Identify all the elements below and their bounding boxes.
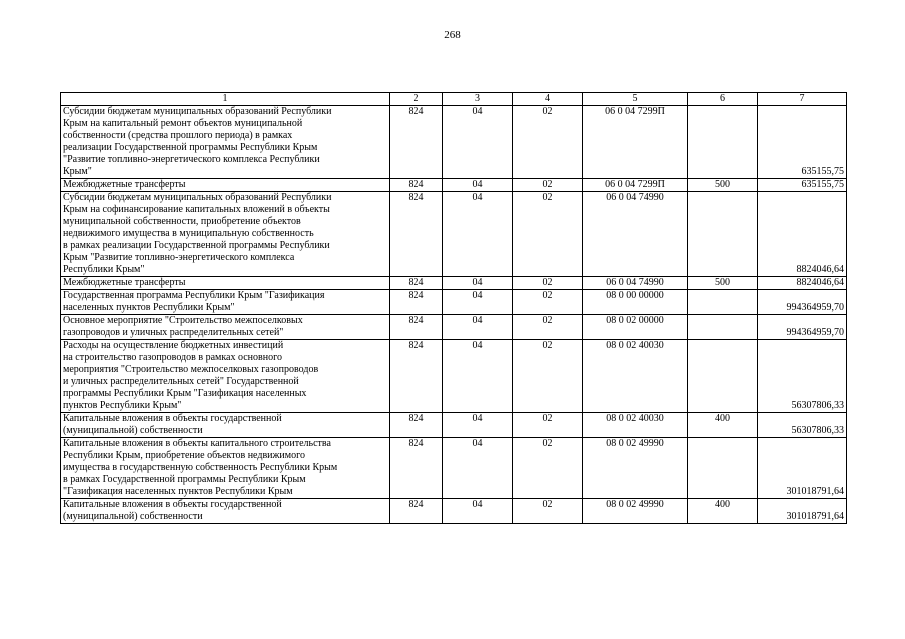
row-name-line: Капитальные вложения в объекты капитального строительства <box>63 438 331 449</box>
row-name-cell <box>61 315 390 340</box>
row-name-line: Капитальные вложения в объекты государственной <box>63 413 282 424</box>
target-article-cell: 08 0 02 49990 <box>583 438 688 499</box>
expense-type-cell: 500 <box>688 277 758 290</box>
row-name-line: Межбюджетные трансферты <box>63 179 186 190</box>
amount-cell: 56307806,33 <box>758 413 847 438</box>
ministry-code-cell: 824 <box>390 438 443 499</box>
ministry-code-cell: 824 <box>390 106 443 179</box>
table-row <box>61 315 847 340</box>
expense-type-cell: 500 <box>688 179 758 192</box>
ministry-code-cell: 824 <box>390 315 443 340</box>
target-article-cell: 06 0 04 74990 <box>583 277 688 290</box>
row-name-line: Субсидии бюджетам муниципальных образований Республики <box>63 192 332 203</box>
header-cell: 1 <box>61 93 390 106</box>
expense-type-cell: 400 <box>688 413 758 438</box>
subsection-code-cell: 02 <box>513 315 583 340</box>
row-name-line: в рамках реализации Государственной программы Республики <box>63 240 330 251</box>
table-row <box>61 438 847 499</box>
row-name-line: Основное мероприятие "Строительство межпоселковых <box>63 315 303 326</box>
row-name-line: "Газификация населенных пунктов Республики Крым <box>63 486 293 497</box>
table-row <box>61 413 847 438</box>
amount-cell: 635155,75 <box>758 106 847 179</box>
budget-table <box>60 92 847 524</box>
header-cell: 2 <box>390 93 443 106</box>
row-name-line: (муниципальной) собственности <box>63 425 203 436</box>
table-row <box>61 277 847 290</box>
amount-cell: 301018791,64 <box>758 438 847 499</box>
target-article-cell: 06 0 04 74990 <box>583 192 688 277</box>
section-code-cell: 04 <box>443 290 513 315</box>
target-article-cell: 08 0 00 00000 <box>583 290 688 315</box>
target-article-cell: 08 0 02 40030 <box>583 340 688 413</box>
row-name-line: недвижимого имущества в муниципальную собственность <box>63 228 314 239</box>
amount-cell: 301018791,64 <box>758 499 847 524</box>
row-name-line: Межбюджетные трансферты <box>63 277 186 288</box>
table-row <box>61 106 847 179</box>
row-name-line: Республики Крым" <box>63 264 145 275</box>
ministry-code-cell: 824 <box>390 290 443 315</box>
subsection-code-cell: 02 <box>513 290 583 315</box>
page-number: 268 <box>444 29 461 41</box>
target-article-cell: 08 0 02 49990 <box>583 499 688 524</box>
table-row <box>61 340 847 413</box>
section-code-cell: 04 <box>443 499 513 524</box>
amount-cell: 994364959,70 <box>758 315 847 340</box>
row-name-line: Расходы на осуществление бюджетных инвестиций <box>63 340 284 351</box>
row-name-line: Государственная программа Республики Крым "Газификация <box>63 290 325 301</box>
table-row <box>61 192 847 277</box>
table-row <box>61 290 847 315</box>
expense-type-cell: 400 <box>688 499 758 524</box>
row-name-line: Крым" <box>63 166 92 177</box>
row-name-cell <box>61 499 390 524</box>
header-cell: 4 <box>513 93 583 106</box>
table-row <box>61 179 847 192</box>
row-name-line: в рамках Государственной программы Республики Крым <box>63 474 306 485</box>
row-name-line: на строительство газопроводов в рамках основного <box>63 352 282 363</box>
row-name-cell <box>61 179 390 192</box>
section-code-cell: 04 <box>443 315 513 340</box>
row-name-line: и уличных распределительных сетей" Государственной <box>63 376 299 387</box>
target-article-cell: 06 0 04 7299П <box>583 179 688 192</box>
expense-type-cell <box>688 438 758 499</box>
ministry-code-cell: 824 <box>390 340 443 413</box>
amount-cell: 994364959,70 <box>758 290 847 315</box>
header-cell: 6 <box>688 93 758 106</box>
row-name-line: Субсидии бюджетам муниципальных образований Республики <box>63 106 332 117</box>
row-name-cell <box>61 438 390 499</box>
row-name-line: программы Республики Крым "Газификация населенных <box>63 388 307 399</box>
row-name-cell <box>61 413 390 438</box>
amount-cell: 8824046,64 <box>758 277 847 290</box>
amount-cell: 8824046,64 <box>758 192 847 277</box>
row-name-line: газопроводов и уличных распределительных сетей" <box>63 327 284 338</box>
header-cell: 5 <box>583 93 688 106</box>
subsection-code-cell: 02 <box>513 340 583 413</box>
header-cell: 7 <box>758 93 847 106</box>
expense-type-cell <box>688 106 758 179</box>
row-name-line: (муниципальной) собственности <box>63 511 203 522</box>
row-name-line: Крым на софинансирование капитальных вложений в объекты <box>63 204 330 215</box>
expense-type-cell <box>688 290 758 315</box>
section-code-cell: 04 <box>443 106 513 179</box>
row-name-cell <box>61 340 390 413</box>
row-name-cell <box>61 106 390 179</box>
subsection-code-cell: 02 <box>513 179 583 192</box>
ministry-code-cell: 824 <box>390 179 443 192</box>
subsection-code-cell: 02 <box>513 106 583 179</box>
row-name-line: реализации Государственной программы Республики Крым <box>63 142 318 153</box>
header-cell: 3 <box>443 93 513 106</box>
target-article-cell: 08 0 02 00000 <box>583 315 688 340</box>
row-name-line: Республики Крым, приобретение объектов недвижимого <box>63 450 305 461</box>
subsection-code-cell: 02 <box>513 192 583 277</box>
row-name-cell <box>61 290 390 315</box>
subsection-code-cell: 02 <box>513 499 583 524</box>
row-name-line: Крым "Развитие топливно-энергетического комплекса <box>63 252 295 263</box>
ministry-code-cell: 824 <box>390 277 443 290</box>
row-name-line: мероприятия "Строительство межпоселковых газопроводов <box>63 364 319 375</box>
target-article-cell: 08 0 02 40030 <box>583 413 688 438</box>
row-name-line: имущества в государственную собственность Республики Крым <box>63 462 338 473</box>
row-name-line: пунктов Республики Крым" <box>63 400 182 411</box>
row-name-line: "Развитие топливно-энергетического комплекса Республики <box>63 154 320 165</box>
section-code-cell: 04 <box>443 277 513 290</box>
ministry-code-cell: 824 <box>390 499 443 524</box>
section-code-cell: 04 <box>443 192 513 277</box>
section-code-cell: 04 <box>443 438 513 499</box>
row-name-line: собственности (средства прошлого периода) в рамках <box>63 130 293 141</box>
amount-cell: 56307806,33 <box>758 340 847 413</box>
row-name-cell <box>61 192 390 277</box>
row-name-cell <box>61 277 390 290</box>
section-code-cell: 04 <box>443 179 513 192</box>
ministry-code-cell: 824 <box>390 413 443 438</box>
row-name-line: Крым на капитальный ремонт объектов муниципальной <box>63 118 303 129</box>
subsection-code-cell: 02 <box>513 413 583 438</box>
table-header-row <box>61 93 847 106</box>
expense-type-cell <box>688 340 758 413</box>
table-row <box>61 499 847 524</box>
expense-type-cell <box>688 315 758 340</box>
target-article-cell: 06 0 04 7299П <box>583 106 688 179</box>
section-code-cell: 04 <box>443 413 513 438</box>
section-code-cell: 04 <box>443 340 513 413</box>
ministry-code-cell: 824 <box>390 192 443 277</box>
row-name-line: муниципальной собственности, приобретение объектов <box>63 216 301 227</box>
expense-type-cell <box>688 192 758 277</box>
subsection-code-cell: 02 <box>513 438 583 499</box>
row-name-line: Капитальные вложения в объекты государственной <box>63 499 282 510</box>
subsection-code-cell: 02 <box>513 277 583 290</box>
amount-cell: 635155,75 <box>758 179 847 192</box>
row-name-line: населенных пунктов Республики Крым" <box>63 302 235 313</box>
